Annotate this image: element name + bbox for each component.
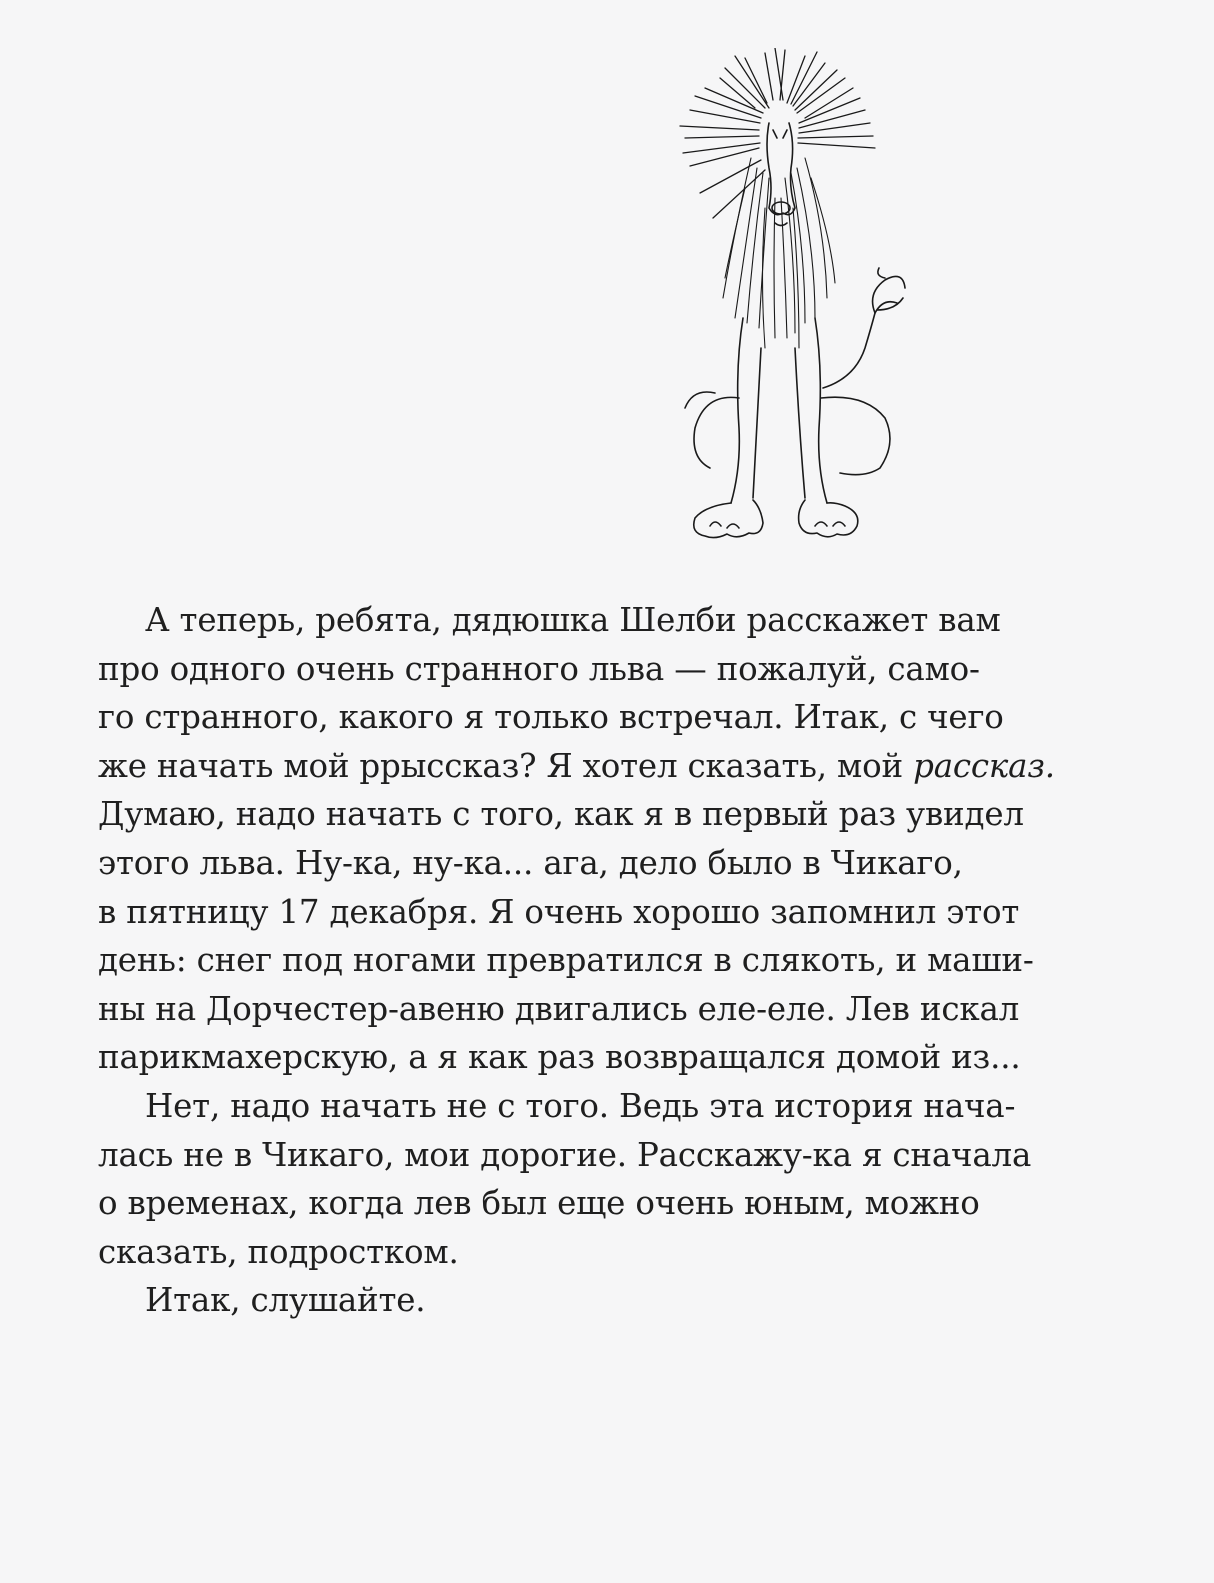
paragraph-line: про одного очень странного льва — пожалуй, само- xyxy=(98,649,980,688)
italic-word: рассказ. xyxy=(913,746,1055,785)
paragraph-line: го странного, какого я только встречал. Итак, с чего xyxy=(98,698,1004,737)
line-text: же начать мой ррыссказ? Я хотел сказать, мой xyxy=(98,746,914,785)
paragraph-line: этого льва. Ну-ка, ну-ка... ага, дело было в Чикаго, xyxy=(98,843,963,882)
paragraph-line: А теперь, ребята, дядюшка Шелби расскажет вам xyxy=(145,601,1001,639)
paragraph-line: в пятницу 17 декабря. Я очень хорошо запомнил этот xyxy=(98,892,1020,931)
paragraph-line: день: снег под ногами превратился в слякоть, и маши- xyxy=(98,941,1034,980)
paragraph-line: Нет, надо начать не с того. Ведь эта история нача- xyxy=(145,1086,1016,1125)
paragraph-line xyxy=(98,742,1098,791)
lion-icon xyxy=(665,48,930,548)
paragraph-line: о временах, когда лев был еще очень юным, можно xyxy=(98,1184,980,1223)
paragraph-line: лась не в Чикаго, мои дорогие. Расскажу-ка я сначала xyxy=(98,1135,1032,1174)
story-text xyxy=(98,596,1098,1325)
paragraph-line: ны на Дорчестер-авеню двигались еле-еле. Лев искал xyxy=(98,989,1020,1028)
paragraph-line: Итак, слушайте. xyxy=(145,1281,426,1320)
paragraph-line: парикмахерскую, а я как раз возвращался домой из... xyxy=(98,1038,1021,1077)
paragraph-line: сказать, подростком. xyxy=(98,1232,459,1271)
paragraph-line: Думаю, надо начать с того, как я в первый раз увидел xyxy=(98,795,1024,834)
